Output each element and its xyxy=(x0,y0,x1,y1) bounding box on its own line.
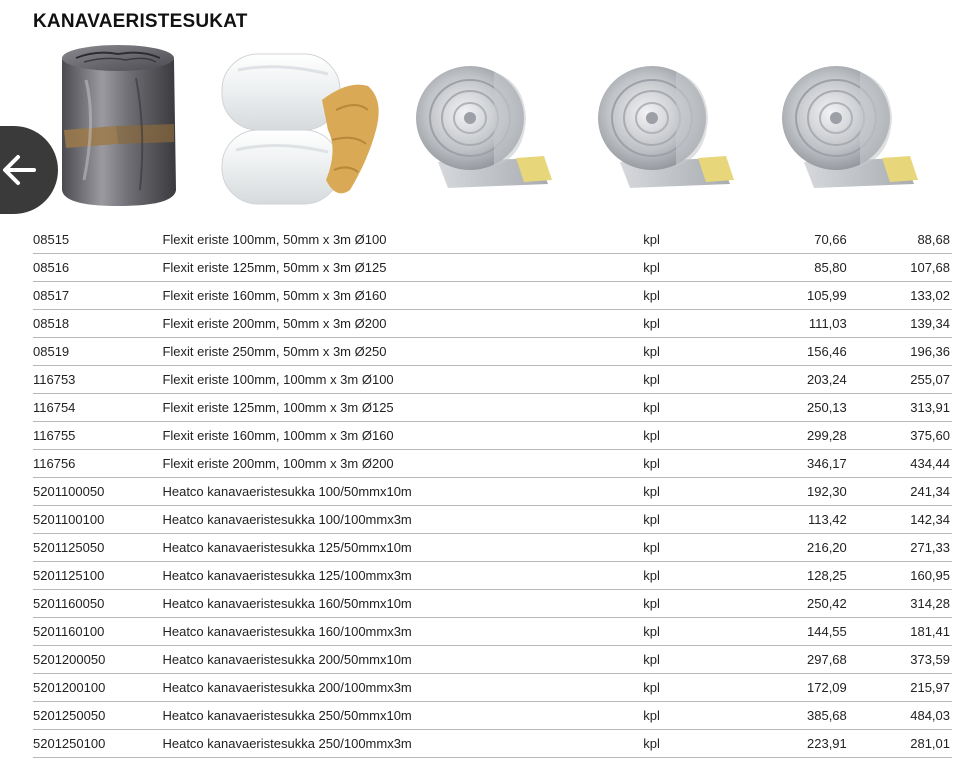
product-price-vat: 196,36 xyxy=(847,338,952,366)
arrow-left-icon xyxy=(0,148,42,192)
product-unit: kpl xyxy=(643,282,701,310)
product-name: Flexit eriste 125mm, 50mm x 3m Ø125 xyxy=(162,254,643,282)
product-code: 116754 xyxy=(33,394,162,422)
product-price-vat: 107,68 xyxy=(847,254,952,282)
table-row xyxy=(33,366,952,394)
product-price: 111,03 xyxy=(701,310,846,338)
product-name: Flexit eriste 200mm, 50mm x 3m Ø200 xyxy=(162,310,643,338)
product-price: 385,68 xyxy=(701,702,846,730)
product-code: 5201250050 xyxy=(33,702,162,730)
product-price: 250,13 xyxy=(701,394,846,422)
product-price: 156,46 xyxy=(701,338,846,366)
product-name: Heatco kanavaeristesukka 100/100mmx3m xyxy=(162,506,643,534)
product-name: Heatco kanavaeristesukka 100/50mmx10m xyxy=(162,478,643,506)
product-price: 113,42 xyxy=(701,506,846,534)
product-unit: kpl xyxy=(643,310,701,338)
table-row xyxy=(33,506,952,534)
product-unit: kpl xyxy=(643,254,701,282)
table-row xyxy=(33,450,952,478)
product-name: Heatco kanavaeristesukka 125/50mmx10m xyxy=(162,534,643,562)
table-row xyxy=(33,646,952,674)
product-price-vat: 181,41 xyxy=(847,618,952,646)
product-unit: kpl xyxy=(643,618,701,646)
product-code: 5201160050 xyxy=(33,590,162,618)
product-unit: kpl xyxy=(643,450,701,478)
product-unit: kpl xyxy=(643,338,701,366)
price-table-body xyxy=(33,226,952,758)
foil-insulation-roll-icon xyxy=(398,62,558,192)
product-price-vat: 160,95 xyxy=(847,562,952,590)
product-code: 5201160100 xyxy=(33,618,162,646)
product-code: 08516 xyxy=(33,254,162,282)
product-unit: kpl xyxy=(643,562,701,590)
product-name: Flexit eriste 160mm, 50mm x 3m Ø160 xyxy=(162,282,643,310)
product-price-vat: 314,28 xyxy=(847,590,952,618)
price-table xyxy=(33,226,952,758)
product-price-vat: 373,59 xyxy=(847,646,952,674)
product-price: 223,91 xyxy=(701,730,846,758)
product-unit: kpl xyxy=(643,590,701,618)
product-price: 172,09 xyxy=(701,674,846,702)
product-code: 116753 xyxy=(33,366,162,394)
product-unit: kpl xyxy=(643,534,701,562)
product-price-vat: 241,34 xyxy=(847,478,952,506)
product-unit: kpl xyxy=(643,422,701,450)
product-price-vat: 271,33 xyxy=(847,534,952,562)
product-price: 128,25 xyxy=(701,562,846,590)
table-row xyxy=(33,702,952,730)
gray-insulation-roll-icon xyxy=(56,40,180,210)
product-name: Flexit eriste 100mm, 50mm x 3m Ø100 xyxy=(162,226,643,254)
product-name: Flexit eriste 250mm, 50mm x 3m Ø250 xyxy=(162,338,643,366)
product-unit: kpl xyxy=(643,226,701,254)
product-unit: kpl xyxy=(643,730,701,758)
product-code: 5201100050 xyxy=(33,478,162,506)
product-price-vat: 313,91 xyxy=(847,394,952,422)
product-name: Heatco kanavaeristesukka 250/50mmx10m xyxy=(162,702,643,730)
product-code: 5201200050 xyxy=(33,646,162,674)
product-name: Heatco kanavaeristesukka 160/100mmx3m xyxy=(162,618,643,646)
table-row xyxy=(33,562,952,590)
table-row xyxy=(33,478,952,506)
product-code: 08515 xyxy=(33,226,162,254)
product-price-vat: 142,34 xyxy=(847,506,952,534)
table-row xyxy=(33,254,952,282)
table-row xyxy=(33,310,952,338)
table-row xyxy=(33,338,952,366)
product-name: Heatco kanavaeristesukka 250/100mmx3m xyxy=(162,730,643,758)
product-unit: kpl xyxy=(643,506,701,534)
product-unit: kpl xyxy=(643,478,701,506)
product-price: 105,99 xyxy=(701,282,846,310)
product-price: 203,24 xyxy=(701,366,846,394)
product-unit: kpl xyxy=(643,394,701,422)
table-row xyxy=(33,590,952,618)
product-name: Heatco kanavaeristesukka 160/50mmx10m xyxy=(162,590,643,618)
product-unit: kpl xyxy=(643,702,701,730)
product-code: 5201200100 xyxy=(33,674,162,702)
product-price: 299,28 xyxy=(701,422,846,450)
product-code: 116755 xyxy=(33,422,162,450)
product-images xyxy=(0,40,960,220)
product-code: 08517 xyxy=(33,282,162,310)
product-price: 144,55 xyxy=(701,618,846,646)
product-price-vat: 255,07 xyxy=(847,366,952,394)
product-price-vat: 139,34 xyxy=(847,310,952,338)
product-price: 192,30 xyxy=(701,478,846,506)
product-price: 346,17 xyxy=(701,450,846,478)
product-price-vat: 281,01 xyxy=(847,730,952,758)
product-code: 08518 xyxy=(33,310,162,338)
product-code: 5201125050 xyxy=(33,534,162,562)
product-price-vat: 375,60 xyxy=(847,422,952,450)
page-title: KANAVAERISTESUKAT xyxy=(33,11,248,32)
product-name: Flexit eriste 100mm, 100mm x 3m Ø100 xyxy=(162,366,643,394)
product-name: Heatco kanavaeristesukka 125/100mmx3m xyxy=(162,562,643,590)
product-unit: kpl xyxy=(643,674,701,702)
product-price: 216,20 xyxy=(701,534,846,562)
table-row xyxy=(33,394,952,422)
product-code: 5201125100 xyxy=(33,562,162,590)
product-price: 70,66 xyxy=(701,226,846,254)
table-row xyxy=(33,730,952,758)
table-row xyxy=(33,226,952,254)
product-name: Flexit eriste 125mm, 100mm x 3m Ø125 xyxy=(162,394,643,422)
product-name: Flexit eriste 200mm, 100mm x 3m Ø200 xyxy=(162,450,643,478)
white-insulation-roll-icon xyxy=(218,40,384,210)
table-row xyxy=(33,282,952,310)
product-price-vat: 434,44 xyxy=(847,450,952,478)
product-price-vat: 215,97 xyxy=(847,674,952,702)
product-name: Heatco kanavaeristesukka 200/100mmx3m xyxy=(162,674,643,702)
product-code: 5201100100 xyxy=(33,506,162,534)
product-code: 5201250100 xyxy=(33,730,162,758)
foil-insulation-roll-icon xyxy=(580,62,740,192)
product-price-vat: 88,68 xyxy=(847,226,952,254)
product-price: 250,42 xyxy=(701,590,846,618)
product-code: 08519 xyxy=(33,338,162,366)
product-price: 297,68 xyxy=(701,646,846,674)
foil-insulation-roll-icon xyxy=(764,62,924,192)
product-code: 116756 xyxy=(33,450,162,478)
table-row xyxy=(33,422,952,450)
product-unit: kpl xyxy=(643,366,701,394)
table-row xyxy=(33,618,952,646)
table-row xyxy=(33,534,952,562)
product-name: Flexit eriste 160mm, 100mm x 3m Ø160 xyxy=(162,422,643,450)
product-unit: kpl xyxy=(643,646,701,674)
product-name: Heatco kanavaeristesukka 200/50mmx10m xyxy=(162,646,643,674)
product-price-vat: 133,02 xyxy=(847,282,952,310)
product-price: 85,80 xyxy=(701,254,846,282)
table-row xyxy=(33,674,952,702)
product-price-vat: 484,03 xyxy=(847,702,952,730)
